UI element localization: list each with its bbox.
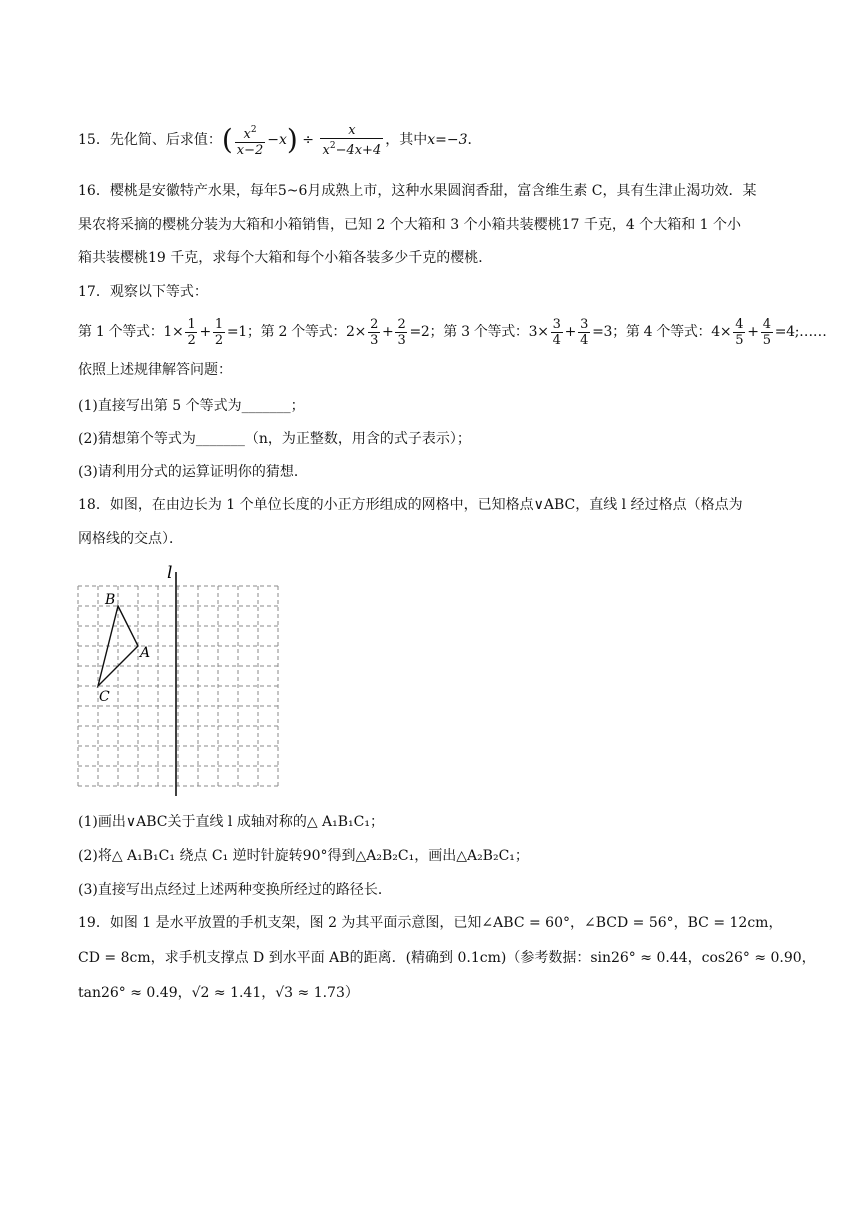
- q17-part-3: (3)请利用分式的运算证明你的猜想．: [78, 464, 308, 480]
- q18-part-3: (3)直接写出点经过上述两种变换所经过的路径长．: [78, 882, 392, 898]
- q15-divide: ÷: [302, 132, 315, 148]
- grid-lines: [78, 586, 278, 786]
- q15-fraction-1: $\frac{x^2}{x-2}$: [236, 124, 264, 158]
- q16-line-1: 16．樱桃是安徽特产水果，每年5~6月成熟上市，这种水果圆润香甜，富含维生素 C，具有生津止渴功效．某: [78, 183, 757, 199]
- q19-line-1: 19．如图 1 是水平放置的手机支架，图 2 为其平面示意图，已知∠ABC = 60°，∠BCD = 56°，BC = 12cm，: [78, 915, 783, 931]
- q17-equations: 第 1 个等式：1× $\frac{1}{2}$ + $\frac{1}{2}$ =1；第 2 个等式：2× $\frac{2}{3}$ + $\frac{2}{3}$ =2；第 3 个等式：3× $\frac{3}{4}$ + $\frac{3}{4}$ =3；第 4 个等式：4× $\frac{4}{5}$ + $\frac{4}{5}$ =4;……: [78, 316, 827, 348]
- q18-part-1: (1)画出∨ABC关于直线 l 成轴对称的△ A₁B₁C₁；: [78, 814, 384, 830]
- q17-part-1: (1)直接写出第 5 个等式为_______；: [78, 398, 305, 414]
- question-15: 15．先化简、后求值：( $\frac{x^2}{x-2}$ −x) ÷ $\frac{x}{x^2-4x+4}$ ，其中x=−3．: [78, 122, 482, 158]
- q16-line-3: 箱共装樱桃19 千克，求每个大箱和每个小箱各装多少千克的樱桃．: [78, 250, 493, 266]
- q15-minus-x: −x: [267, 132, 287, 148]
- q19-line-3: tan26° ≈ 0.49，√2 ≈ 1.41，√3 ≈ 1.73）: [78, 985, 359, 1001]
- q15-condition: x=−3: [427, 132, 468, 148]
- label-a: A: [140, 645, 151, 661]
- label-b: B: [105, 592, 116, 608]
- q19-line-2: CD = 8cm，求手机支撑点 D 到水平面 AB的距离．(精确到 0.1cm)（参考数据：sin26° ≈ 0.44，cos26° ≈ 0.90，: [78, 950, 816, 966]
- q18-line-1: 18．如图，在由边长为 1 个单位长度的小正方形组成的网格中，已知格点∨ABC，直线 l 经过格点（格点为: [78, 497, 743, 513]
- q15-prefix: 15．先化简、后求值：: [78, 132, 222, 148]
- q17-title: 17．观察以下等式：: [78, 284, 208, 300]
- q16-line-2: 果农将采摘的樱桃分装为大箱和小箱销售，已知 2 个大箱和 3 个小箱共装樱桃17 千克，4 个大箱和 1 个小: [78, 217, 742, 233]
- q17-rule: 依照上述规律解答问题：: [78, 362, 232, 378]
- label-l: l: [167, 563, 173, 583]
- q17-part-2: (2)猜想第个等式为_______（n，为正整数，用含的式子表示）；: [78, 431, 471, 447]
- label-c: C: [99, 689, 110, 705]
- q18-part-2: (2)将△ A₁B₁C₁ 绕点 C₁ 逆时针旋转90°得到△A₂B₂C₁，画出△A₂B₂C₁；: [78, 848, 529, 864]
- q18-grid-figure: [70, 560, 290, 800]
- q18-line-2: 网格线的交点）．: [78, 531, 183, 547]
- q15-fraction-2: $\frac{x}{x^2-4x+4}$: [322, 122, 382, 158]
